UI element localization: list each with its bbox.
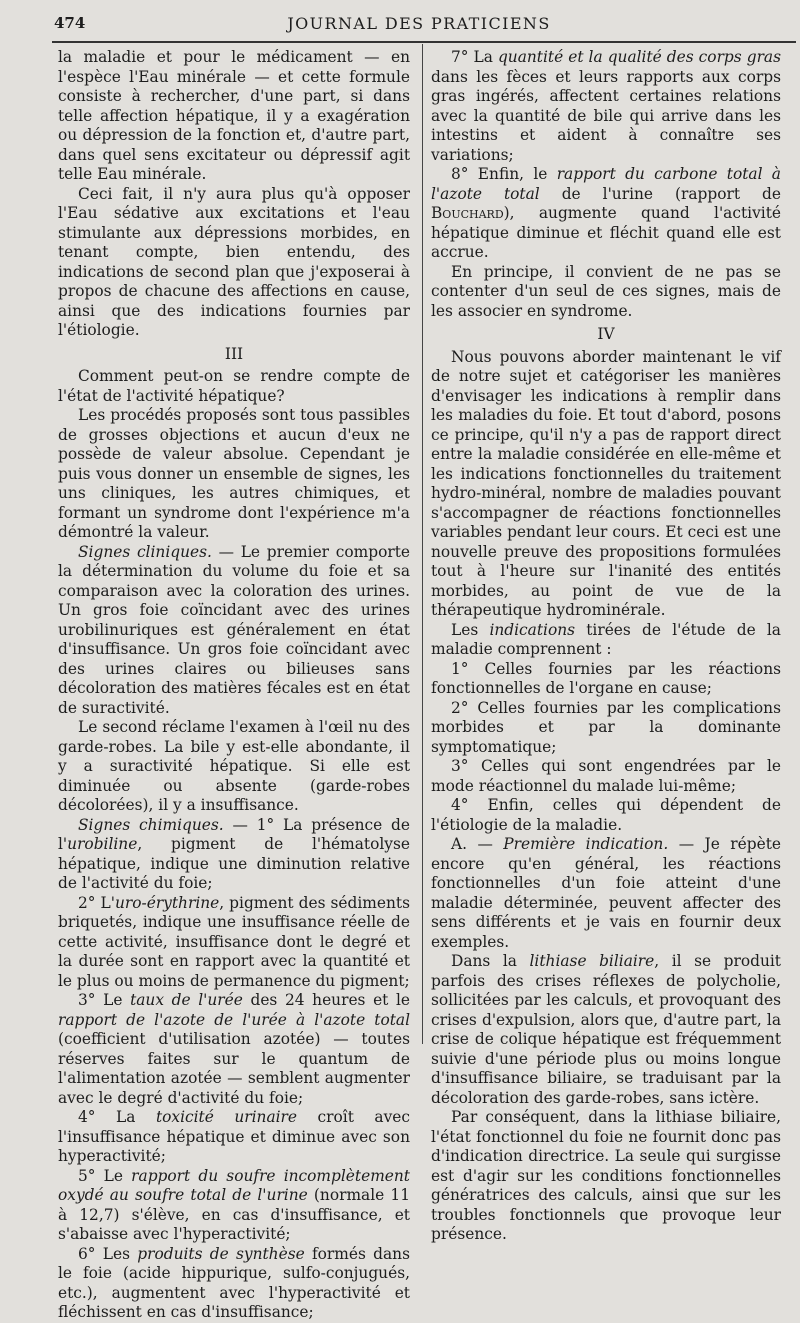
run-in-heading: Signes chimiques. xyxy=(78,815,224,834)
paragraph: Signes chimiques. — 1° La présence de l'urobiline, pigment de l'hématolyse hépatique, indique une diminution relative de l'activité du foie; xyxy=(58,815,410,892)
paragraph: Les indications tirées de l'étude de la maladie comprennent : xyxy=(431,620,781,658)
paragraph: 5° Le rapport du soufre incomplètement oxydé au soufre total de l'urine (normale 11 à 12,7) s'élève, en cas d'insuffisance, et s'abaisse avec l'hyperactivité; xyxy=(58,1166,410,1243)
page-number: 474 xyxy=(54,14,86,32)
paragraph: Les procédés proposés sont tous passibles de grosses objections et aucun d'eux ne possède de valeur absolue. Cependant je puis vous donner un ensemble de signes, les uns cliniques, les autres chimiques, et formant un syndrome dont l'expérience m'a démontré la valeur. xyxy=(58,406,410,541)
paragraph: 4° La toxicité urinaire croît avec l'insuffisance hépatique et diminue avec son hyperactivité; xyxy=(58,1108,411,1165)
paragraph: En principe, il convient de ne pas se contenter d'un seul de ces signes, mais de les associer en syndrome. xyxy=(431,262,781,320)
list-item: 3° Celles qui sont engendrées par le mode réactionnel du malade lui-même; xyxy=(431,757,781,795)
paragraph: 3° Le taux de l'urée des 24 heures et le rapport de l'azote de l'urée à l'azote total (coefficient d'utilisation azotée) — toutes réserves faites sur le quantum de l'alimentation azotée — semblent augmenter avec le degré d'activité du foie; xyxy=(58,991,411,1107)
paragraph: 6° Les produits de synthèse formés dans le foie (acide hippurique, sulfo-conjugués, etc.), augmentent avec l'hyperactivité et fléchissent en cas d'insuffisance; xyxy=(58,1244,410,1321)
run-in-heading: Signes cliniques. xyxy=(78,542,212,561)
list-item: 4° Enfin, celles qui dépendent de l'étiologie de la maladie. xyxy=(431,796,781,834)
paragraph: Comment peut-on se rendre compte de l'état de l'activité hépatique? xyxy=(58,367,410,405)
list-item: 2° Celles fournies par les complications morbides et par la dominante symptomatique; xyxy=(431,698,781,756)
header-rule xyxy=(52,41,796,43)
paragraph: 7° La quantité et la qualité des corps gras dans les fèces et leurs rapports aux corps gras ingérés, affectent certaines relations avec la quantité de bile qui arrive dans les intestins et aident à connaître ses variations; xyxy=(431,48,781,164)
paragraph: A. — Première indication. — Je répète encore qu'en général, les réactions fonctionnelles d'un foie atteint d'une maladie déterminée, peuvent affecter des sens différents et je vais en fournir deux exemples. xyxy=(431,835,781,951)
paragraph: 2° L'uro-érythrine, pigment des sédiments briquetés, indique une insuffisance réelle de cette activité, insuffisance dont le degré et la durée sont en rapport avec la quantité et le plus ou moins de permanence du pigment; xyxy=(58,893,410,990)
run-in-heading: Première indication. xyxy=(503,835,669,853)
paragraph: la maladie et pour le médicament — en l'espèce l'Eau minérale — et cette formule consiste à rechercher, d'une part, si dans telle affection hépatique, il y a exagération ou dépression de la fonction et, d'autre part, dans quel sens excitateur ou dépressif agit telle Eau minérale. xyxy=(58,48,410,183)
paragraph: Ceci fait, il n'y aura plus qu'à opposer l'Eau sédative aux excitations et l'eau stimulante aux dépressions morbides, en tenant compte, bien entendu, des indications de second plan que j'exposerai à propos de chacune des affections en cause, ainsi que des indications fournies par l'étiologie. xyxy=(58,184,410,339)
section-heading-iii: III xyxy=(224,344,244,363)
paragraph: Signes cliniques. — Le premier comporte la détermination du volume du foie et sa comparaison avec la coloration des urines. Un gros foie coïncidant avec des urines urobilinuriques est généralement en état d'insuffisance. Un gros foie coïncidant avec des urines claires ou bilieuses sans décoloration des matières fécales est en état de suractivité. xyxy=(58,542,410,717)
journal-title: JOURNAL DES PRATICIENS xyxy=(287,14,551,33)
column-divider xyxy=(422,44,423,1044)
paragraph: Par conséquent, dans la lithiase biliaire, l'état fonctionnel du foie ne fournit donc pas d'indication directrice. La seule qui surgisse est d'agir sur les conditions fonctionnelles génératrices des calculs, ainsi que sur les troubles fonctionnels que provoque leur présence. xyxy=(431,1108,781,1243)
paragraph: Dans la lithiase biliaire, il se produit parfois des crises réflexes de polycholie, sollicitées par les calculs, et provoquant des crises d'expulsion, alors que, d'autre part, la crise de colique hépatique est fréquemment suivie d'une période plus ou moins longue d'insuffisance biliaire, se traduisant par la décoloration des garde-robes, sans ictère. xyxy=(431,952,781,1107)
paragraph: Nous pouvons aborder maintenant le vif de notre sujet et catégoriser les manières d'envisager les indications à remplir dans les maladies du foie. Et tout d'abord, posons ce principe, qu'il n'y a pas de rapport direct entre la maladie considérée en elle-même et les indications fonctionnelles du traitement hydro-minéral, nombre de maladies pouvant s'accompagner de réactions fonctionnelles variables pendant leur cours. Et ceci est une nouvelle preuve des propositions formulées tout à l'heure sur l'inanité des entités morbides, au point de vue de la thérapeutique hydrominérale. xyxy=(431,347,781,619)
section-heading-iv: IV xyxy=(597,325,615,343)
running-header xyxy=(54,14,784,36)
paragraph: 8° Enfin, le rapport du carbone total à l'azote total de l'urine (rapport de Bouchard), augmente quand l'activité hépatique diminue et fléchit quand elle est accrue. xyxy=(431,165,781,261)
paragraph: Le second réclame l'examen à l'œil nu des garde-robes. La bile y est-elle abondante, il y a suractivité hépatique. Si elle est diminuée ou absente (garde-robes décolorées), il y a insuffisance. xyxy=(58,718,410,814)
list-item: 1° Celles fournies par les réactions fonctionnelles de l'organe en cause; xyxy=(431,659,781,697)
left-column xyxy=(58,48,410,1323)
right-column xyxy=(431,48,781,1245)
